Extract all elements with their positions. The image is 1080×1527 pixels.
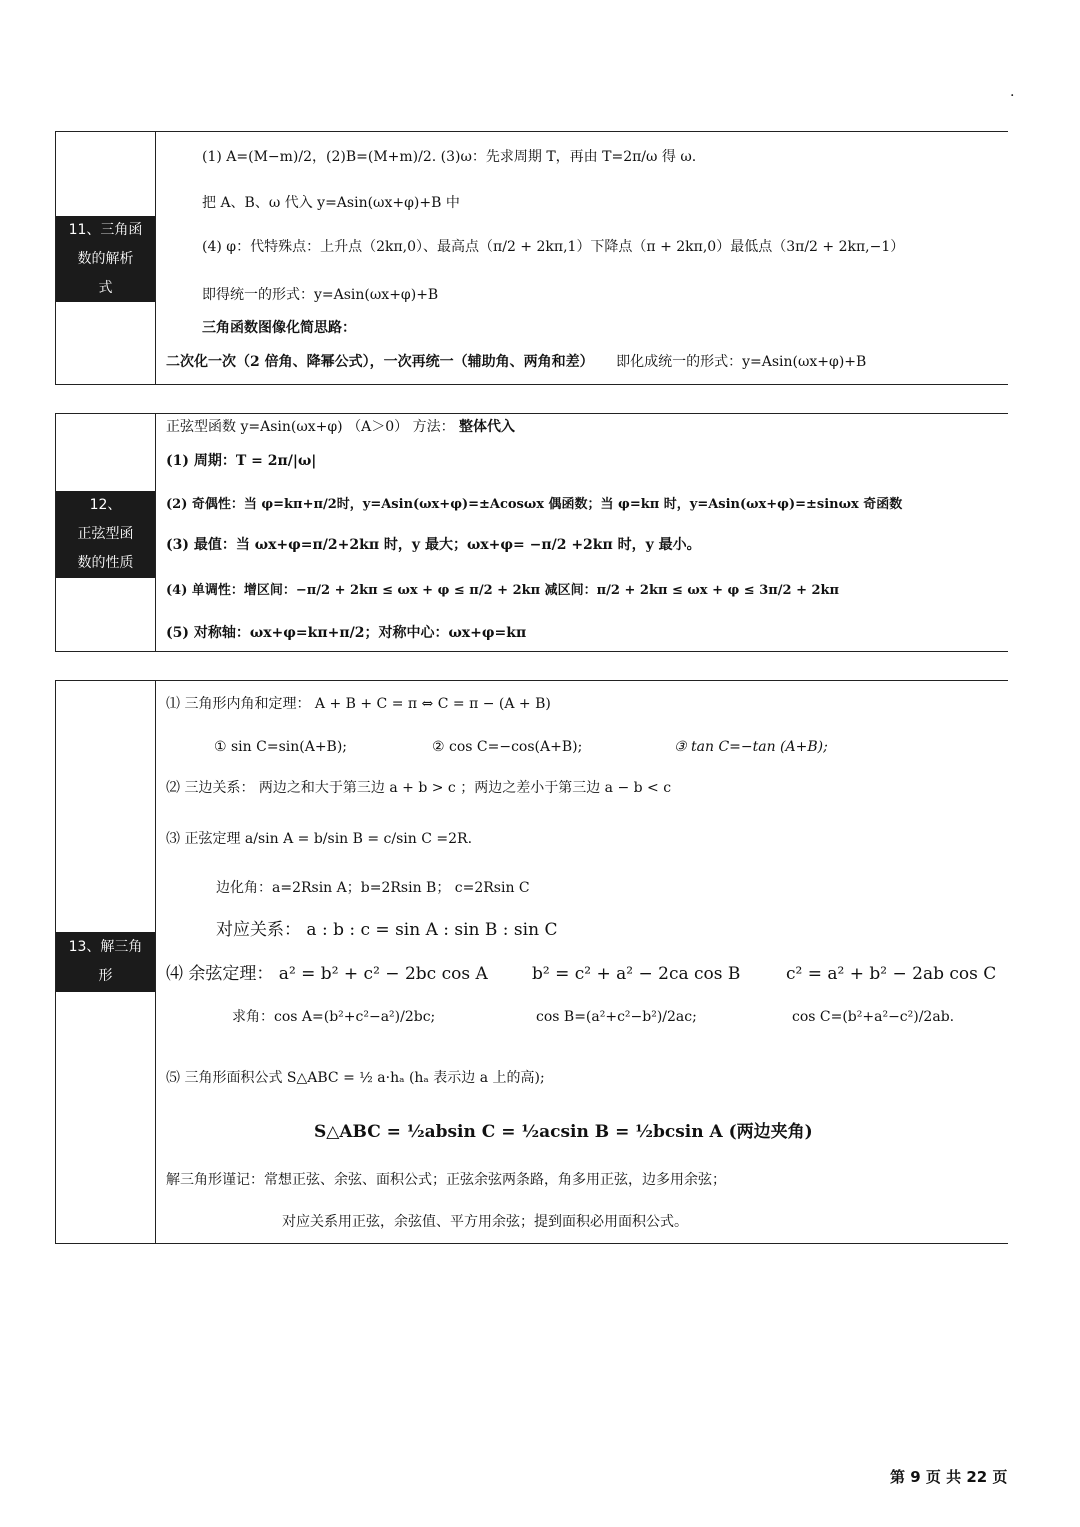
line: S△ABC = ½absin C = ½acsin B = ½bcsin A (两边夹角) — [314, 1122, 813, 1142]
label-line: 13、解三角 — [68, 939, 143, 955]
line — [166, 351, 866, 373]
line: 解三角形谨记：常想正弦、余弦、面积公式；正弦余弦两条路，角多用正弦，边多用余弦； — [166, 1172, 726, 1188]
line: (5) 对称轴：ωx+φ=kπ+π/2；对称中心：ωx+φ=kπ — [166, 625, 527, 641]
line: ⑵ 三边关系： 两边之和大于第三边 a + b > c ；两边之差小于第三边 a − b < c — [166, 780, 672, 796]
section-11 — [55, 131, 1008, 385]
line: 对应关系： a : b : c = sin A : sin B : sin C — [216, 920, 558, 940]
line: 即得统一的形式：y=Asin(ωx+φ)+B — [202, 287, 439, 303]
line: c² = a² + b² − 2ab cos C — [786, 964, 997, 984]
section-11-content — [164, 132, 1008, 384]
section-12-content — [164, 414, 1008, 651]
line: (4) φ：代特殊点：上升点（2kπ,0）、最高点（π/2 + 2kπ,1）下降点（π + 2kπ,0）最低点（3π/2 + 2kπ,−1） — [202, 239, 905, 255]
label-line: 形 — [98, 968, 113, 984]
line: 边化角：a=2Rsin A；b=2Rsin B； c=2Rsin C — [216, 880, 530, 896]
section-12-label — [56, 491, 155, 578]
line: b² = c² + a² − 2ca cos B — [532, 964, 741, 984]
section-12-label-column — [56, 414, 156, 651]
line: ① sin C=sin(A+B); — [214, 739, 348, 755]
line: (4) 单调性：增区间：−π/2 + 2kπ ≤ ωx + φ ≤ π/2 + 2kπ 减区间：π/2 + 2kπ ≤ ωx + φ ≤ 3π/2 + 2kπ — [166, 583, 840, 598]
line: ⑴ 三角形内角和定理： A + B + C = π ⇔ C = π − (A + B) — [166, 696, 551, 712]
line: (1) A=(M−m)/2，(2)B=(M+m)/2. (3)ω：先求周期 T，再由 T=2π/ω 得 ω. — [202, 149, 697, 165]
label-line: 正弦型函 — [77, 526, 134, 542]
line: (2) 奇偶性：当 φ=kπ+π/2时，y=Asin(ωx+φ)=±Acosωx 偶函数；当 φ=kπ 时，y=Asin(ωx+φ)=±sinωx 奇函数 — [166, 497, 903, 512]
corner-dot: . — [1010, 84, 1015, 100]
label-line: 式 — [98, 279, 113, 296]
section-13 — [55, 680, 1008, 1244]
section-11-label-column — [56, 132, 156, 384]
line: 三角函数图像化简思路： — [202, 320, 356, 336]
line: ⑷ 余弦定理： a² = b² + c² − 2bc cos A — [166, 964, 488, 984]
line: ⑶ 正弦定理 a/sin A = b/sin B = c/sin C =2R. — [166, 831, 473, 847]
text: 即化成统一的形式：y=Asin(ωx+φ)+B — [616, 354, 867, 370]
bold-text: 整体代入 — [459, 419, 516, 435]
line: ⑸ 三角形面积公式 S△ABC = ½ a·hₐ (hₐ 表示边 a 上的高); — [166, 1070, 545, 1086]
label-line: 11、三角函 — [68, 221, 143, 238]
line: (1) 周期：T = 2π/|ω| — [166, 453, 317, 469]
line: ③ tan C=−tan (A+B); — [674, 739, 828, 755]
label-line: 数的解析 — [77, 250, 134, 267]
line: 对应关系用正弦，余弦值、平方用余弦；提到面积必用面积公式。 — [282, 1214, 688, 1230]
section-12 — [55, 413, 1008, 652]
line — [166, 416, 515, 438]
label-line: 12、 — [89, 497, 122, 513]
page-number: 第 9 页 共 22 页 — [890, 1468, 1008, 1486]
text: 正弦型函数 y=Asin(ωx+φ) （A＞0） 方法： — [166, 419, 455, 435]
section-13-label-column — [56, 681, 156, 1243]
line: 求角：cos A=(b²+c²−a²)/2bc; — [232, 1009, 436, 1025]
line: ② cos C=−cos(A+B); — [432, 739, 583, 755]
section-13-content — [164, 681, 1008, 1243]
section-11-label — [56, 216, 155, 302]
section-13-label — [56, 932, 155, 992]
line: 把 A、B、ω 代入 y=Asin(ωx+φ)+B 中 — [202, 195, 460, 211]
line: (3) 最值：当 ωx+φ=π/2+2kπ 时，y 最大；ωx+φ= −π/2 +2kπ 时，y 最小。 — [166, 537, 701, 553]
label-line: 数的性质 — [77, 555, 134, 571]
line: cos B=(a²+c²−b²)/2ac; — [536, 1009, 697, 1025]
bold-text: 二次化一次（2 倍角、降幂公式），一次再统一（辅助角、两角和差） — [166, 354, 594, 370]
line: cos C=(b²+a²−c²)/2ab. — [792, 1009, 955, 1025]
